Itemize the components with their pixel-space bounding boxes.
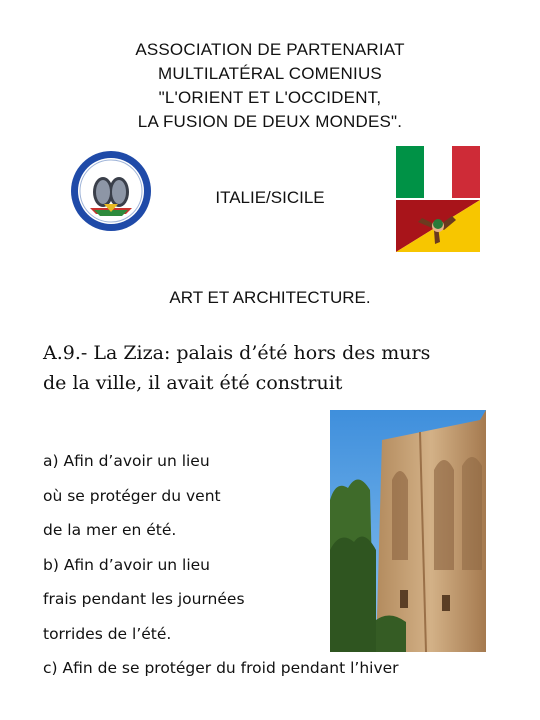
title-line-1: ASSOCIATION DE PARTENARIAT [135, 40, 405, 59]
section-heading: ART ET ARCHITECTURE. [169, 288, 371, 307]
title-line-4: LA FUSION DE DEUX MONDES". [137, 112, 403, 131]
answer-line: torrides de l’été. [43, 624, 172, 643]
comenius-logo-icon [70, 150, 152, 232]
answer-line: frais pendant les journées [43, 590, 245, 608]
title-line-2: MULTILATÉRAL COMENIUS [158, 64, 382, 83]
question-line-2: de la ville, il avait été construit [43, 372, 343, 394]
question-line-1: A.9.- La Ziza: palais d’été hors des murs [43, 342, 431, 364]
association-title [0, 38, 540, 134]
answer-line: b) Afin d’avoir un lieu [43, 555, 211, 574]
answer-line: c) Afin de se protéger du froid pendant l’hiver [43, 659, 399, 677]
answer-list [43, 444, 513, 686]
question-text [43, 338, 513, 398]
title-line-3: "L'ORIENT ET L'OCCIDENT, [158, 88, 382, 107]
answer-line: où se protéger du vent [43, 486, 221, 505]
answer-line: de la mer en été. [43, 521, 177, 539]
country-label: ITALIE/SICILE [215, 188, 325, 207]
italy-flag-icon [396, 146, 480, 198]
sicily-flag-icon [396, 200, 480, 252]
answer-line: a) Afin d’avoir un lieu [43, 452, 210, 470]
